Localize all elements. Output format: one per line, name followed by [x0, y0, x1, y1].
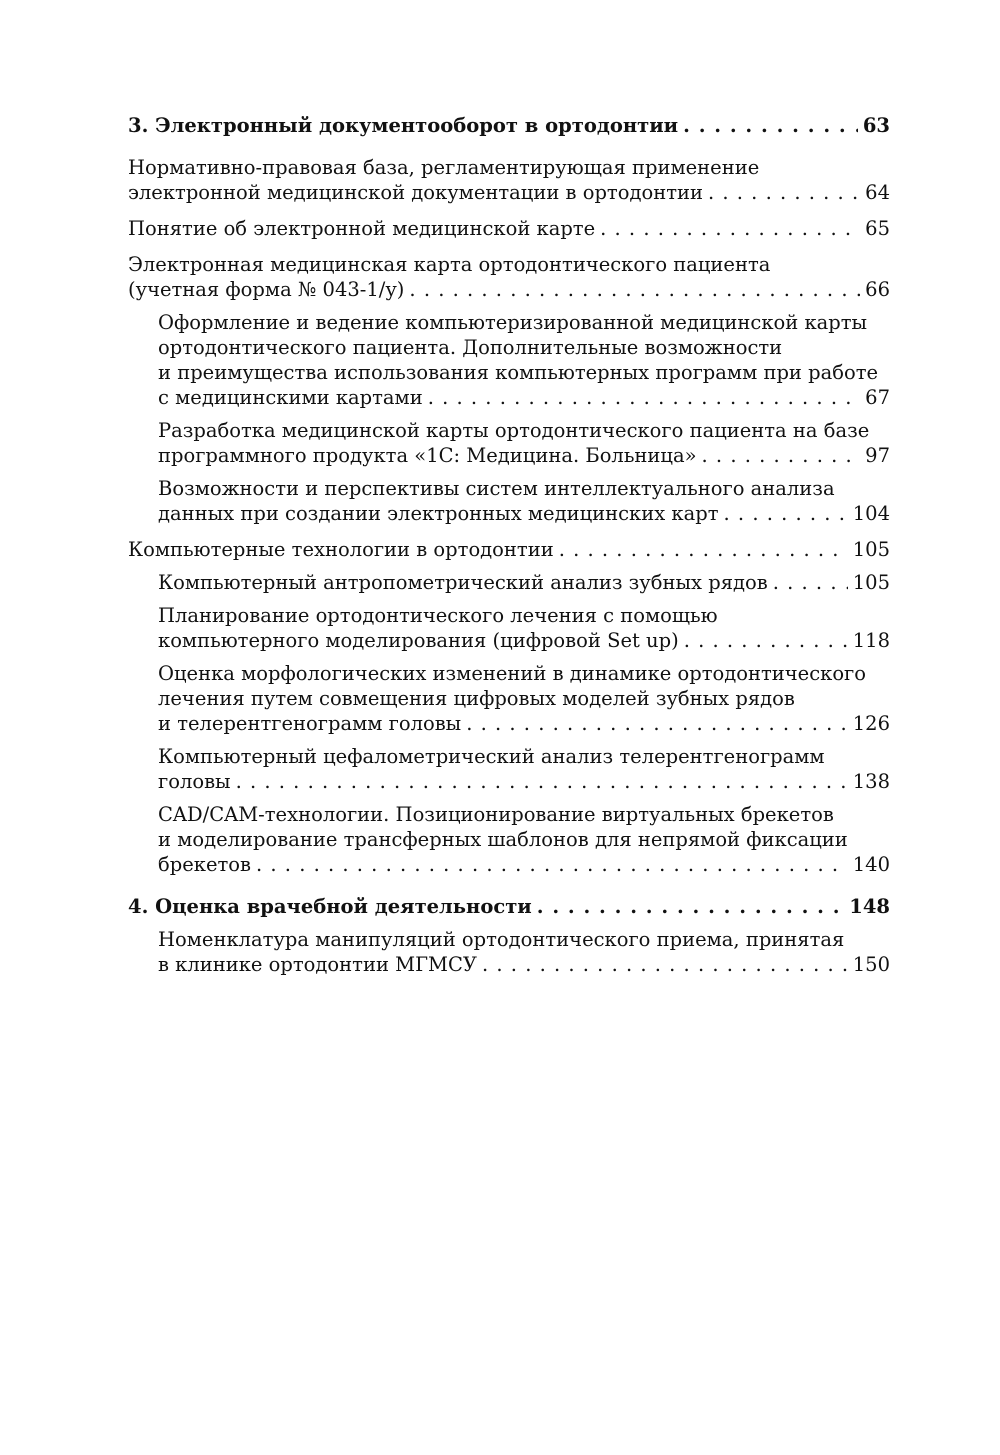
toc-entry-line: Электронная медицинская карта ортодонтического пациента [128, 253, 771, 276]
dot-leader [708, 180, 860, 205]
dot-leader [236, 769, 848, 794]
toc-entry-title: данных при создании электронных медицинских карт [158, 502, 719, 525]
toc-entry-title: (учетная форма № 043-1/у) [128, 278, 405, 301]
toc-entry-title: и телерентгенограмм головы [158, 712, 462, 735]
toc-page-number: 138 [852, 770, 890, 793]
toc-section-computer-tech[interactable] [128, 537, 890, 562]
toc-entry-title: головы [158, 770, 231, 793]
toc-entry-title: 4. Оценка врачебной деятельности [128, 895, 532, 918]
toc-entry-line: CAD/CAM-технологии. Позиционирование виртуальных брекетов [158, 803, 834, 826]
toc-page-number: 64 [865, 181, 890, 204]
toc-entry-title: в клинике ортодонтии МГМСУ [158, 953, 477, 976]
toc-entry-title: 3. Электронный документооборот в ортодонтии [128, 114, 679, 137]
dot-leader [684, 628, 848, 653]
toc-subsection-computerized-card[interactable] [128, 310, 890, 410]
toc-page-number: 65 [865, 217, 890, 240]
toc-entry-title: Компьютерный антропометрический анализ зубных рядов [158, 571, 768, 594]
toc-entry-line: Оценка морфологических изменений в динамике ортодонтического [158, 662, 867, 685]
dot-leader [683, 113, 858, 138]
toc-subsection-data-mining[interactable] [128, 476, 890, 526]
toc-entry-line: Номенклатура манипуляций ортодонтического приема, принятая [158, 928, 845, 951]
toc-entry-line: Компьютерный цефалометрический анализ телерентгенограмм [158, 745, 825, 768]
toc-page-number: 63 [862, 114, 890, 137]
toc-subsection-cephalometric[interactable] [128, 744, 890, 794]
toc-entry-title: программного продукта «1С: Медицина. Больница» [158, 444, 697, 467]
dot-leader [724, 501, 848, 526]
toc-page-number: 105 [852, 538, 890, 561]
toc-entry-line: лечения путем совмещения цифровых моделей зубных рядов [158, 687, 795, 710]
toc-page-number: 126 [852, 712, 890, 735]
toc-entry-title: Понятие об электронной медицинской карте [128, 217, 596, 240]
toc-entry-line: Нормативно-правовая база, регламентирующая применение [128, 156, 760, 179]
toc-entry-line: Возможности и перспективы систем интеллектуального анализа [158, 477, 835, 500]
dot-leader [559, 537, 848, 562]
toc-page-number: 118 [852, 629, 890, 652]
toc-page-number: 67 [865, 386, 890, 409]
toc-subsection-morphology[interactable] [128, 661, 890, 736]
toc-entry-title: Компьютерные технологии в ортодонтии [128, 538, 554, 561]
toc-entry-line: Оформление и ведение компьютеризированной медицинской карты [158, 311, 868, 334]
toc-section-regulatory-base[interactable] [128, 155, 890, 205]
toc-page-number: 140 [852, 853, 890, 876]
toc-chapter-3[interactable] [128, 113, 890, 138]
dot-leader [482, 952, 848, 977]
toc-section-emr-ortho[interactable] [128, 252, 890, 302]
toc-subsection-anthropometric[interactable] [128, 570, 890, 595]
toc-entry-title: электронной медицинской документации в ортодонтии [128, 181, 703, 204]
dot-leader [702, 443, 861, 468]
toc-entry-line: и преимущества использования компьютерных программ при работе [158, 361, 879, 384]
toc-entry-title: брекетов [158, 853, 251, 876]
table-of-contents [128, 113, 890, 977]
toc-chapter-4[interactable] [128, 894, 890, 919]
dot-leader [466, 711, 848, 736]
toc-entry-title: с медицинскими картами [158, 386, 423, 409]
toc-entry-line: и моделирование трансферных шаблонов для непрямой фиксации [158, 828, 848, 851]
toc-entry-line: Разработка медицинской карты ортодонтического пациента на базе [158, 419, 870, 442]
dot-leader [428, 385, 860, 410]
toc-subsection-setup-planning[interactable] [128, 603, 890, 653]
toc-page-number: 150 [852, 953, 890, 976]
toc-subsection-cad-cam[interactable] [128, 802, 890, 877]
toc-page-number: 105 [852, 571, 890, 594]
dot-leader [409, 277, 860, 302]
toc-page-number: 97 [865, 444, 890, 467]
toc-entry-title: компьютерного моделирования (цифровой Set up) [158, 629, 679, 652]
toc-page-number: 148 [849, 895, 890, 918]
dot-leader [773, 570, 848, 595]
toc-subsection-nomenclature[interactable] [128, 927, 890, 977]
dot-leader [600, 216, 860, 241]
dot-leader [537, 894, 845, 919]
toc-entry-line: Планирование ортодонтического лечения с помощью [158, 604, 718, 627]
toc-subsection-1c-card[interactable] [128, 418, 890, 468]
dot-leader [256, 852, 848, 877]
toc-page-number: 66 [865, 278, 890, 301]
toc-page-number: 104 [852, 502, 890, 525]
toc-entry-line: ортодонтического пациента. Дополнительные возможности [158, 336, 783, 359]
toc-section-emr-concept[interactable] [128, 216, 890, 241]
